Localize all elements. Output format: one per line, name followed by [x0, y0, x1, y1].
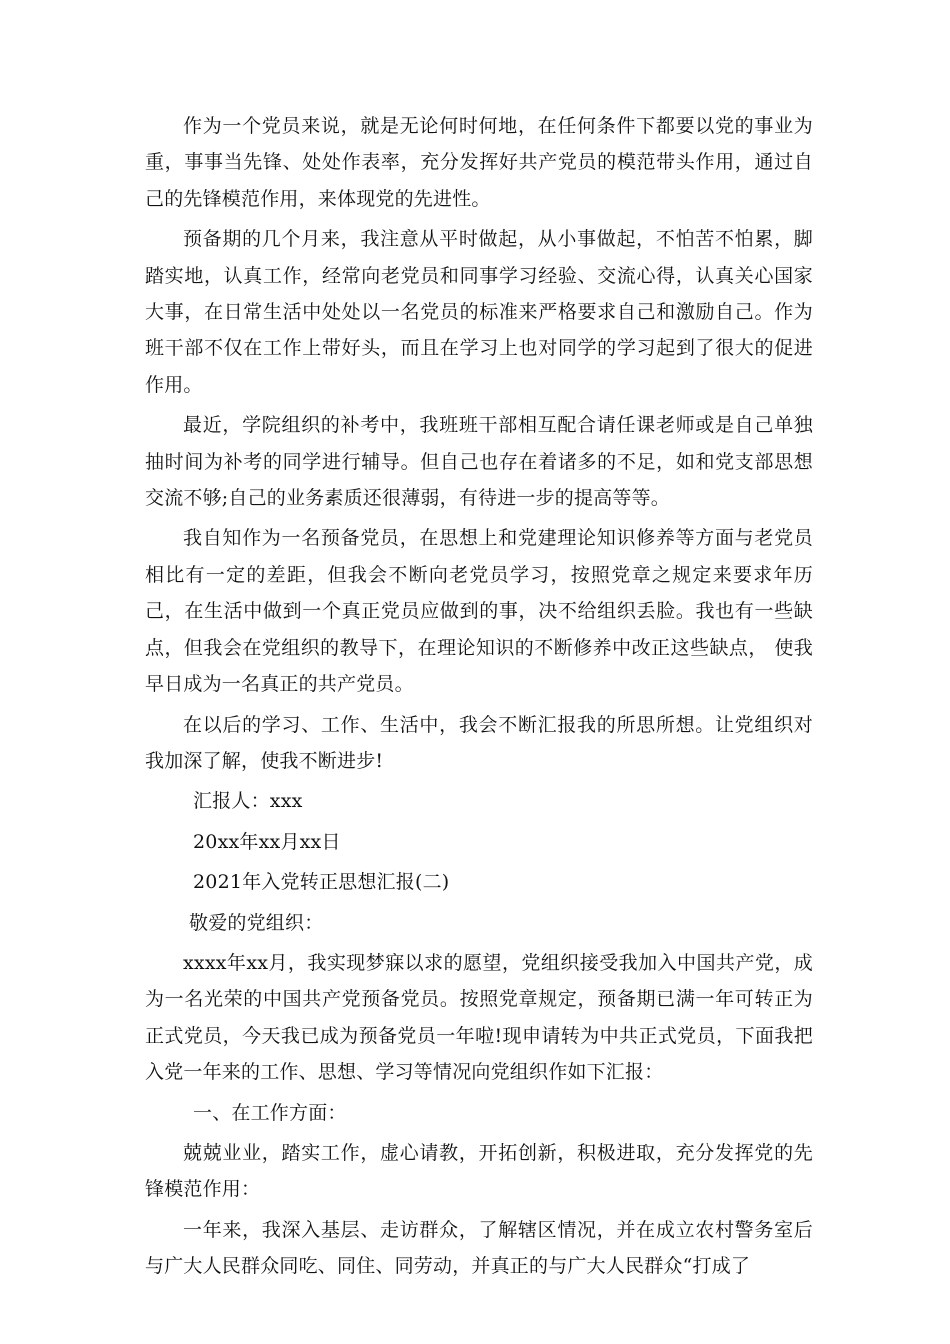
- paragraph: 我自知作为一名预备党员，在思想上和党建理论知识修养等方面与老党员相比有一定的差距，但我会不断向老党员学习，按照党章之规定来要求年历己，在生活中做到一个真正党员应做到的事，决不给组织丢脸。我也有一些缺点，但我会在党组织的教导下，在理论知识的不断修养中改正这些缺点， 使我早日成为一名真正的共产党员。: [145, 527, 813, 696]
- reporter-line: 汇报人：xxx: [193, 790, 303, 813]
- document-body: [145, 108, 813, 1289]
- section-title: 2021年入党转正思想汇报(二): [193, 871, 450, 894]
- subheading: 一、在工作方面：: [193, 1101, 347, 1124]
- paragraph: 在以后的学习、工作、生活中，我会不断汇报我的所思所想。让党组织对我加深了解，使我不断进步!: [145, 713, 813, 772]
- salutation: 敬爱的党组织：: [189, 911, 324, 934]
- date-line: 20xx年xx月xx日: [193, 830, 341, 853]
- paragraph: 一年来，我深入基层、走访群众，了解辖区情况，并在成立农村警务室后与广大人民群众同吃、同住、同劳动，并真正的与广大人民群众“打成了: [145, 1218, 813, 1278]
- paragraph: 最近，学院组织的补考中，我班班干部相互配合请任课老师或是自己单独抽时间为补考的同学进行辅导。但自己也存在着诸多的不足，如和党支部思想交流不够;自己的业务素质还很薄弱，有待进一步的提高等等。: [145, 414, 813, 510]
- paragraph: xxxx年xx月，我实现梦寐以求的愿望，党组织接受我加入中国共产党，成为一名光荣的中国共产党预备党员。按照党章规定，预备期已满一年可转正为正式党员，今天我已成为预备党员一年啦!现申请转为中共正式党员，下面我把入党一年来的工作、思想、学习等情况向党组织作如下汇报：: [145, 951, 813, 1084]
- paragraph: 作为一个党员来说，就是无论何时何地，在任何条件下都要以党的事业为重，事事当先锋、处处作表率，充分发挥好共产党员的模范带头作用，通过自己的先锋模范作用，来体现党的先进性。: [145, 115, 813, 210]
- paragraph: 兢兢业业，踏实工作，虚心请教，开拓创新，积极进取，充分发挥党的先锋模范作用：: [145, 1141, 813, 1201]
- paragraph: 预备期的几个月来，我注意从平时做起，从小事做起，不怕苦不怕累，脚踏实地，认真工作，经常向老党员和同事学习经验、交流心得，认真关心国家大事，在日常生活中处处以一名党员的标准来严格要求自己和激励自己。作为班干部不仅在工作上带好头，而且在学习上也对同学的学习起到了很大的促进作用。: [145, 228, 813, 396]
